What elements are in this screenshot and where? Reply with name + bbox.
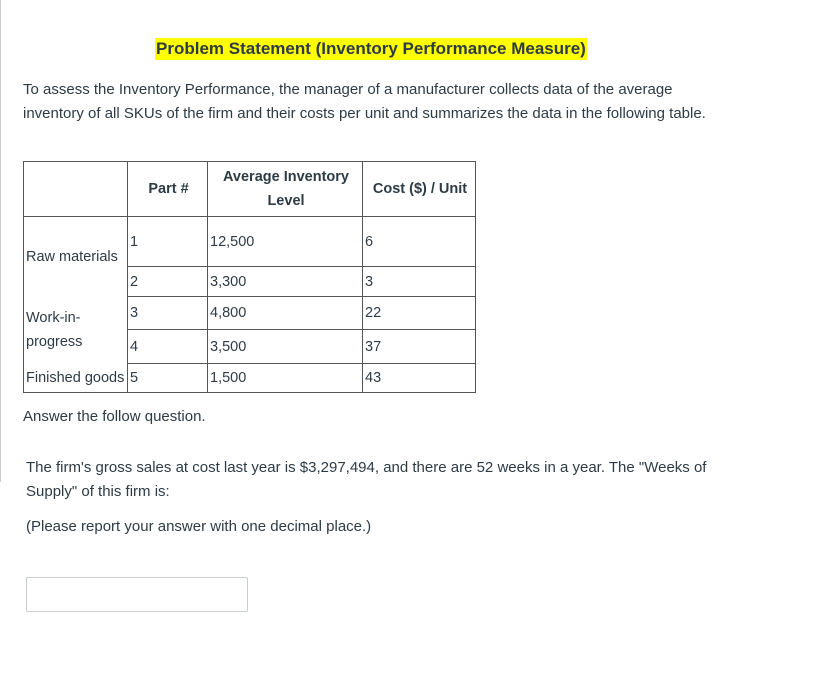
header-avg-inventory: Average Inventory Level [208, 162, 363, 217]
cell-cost: 6 [363, 217, 476, 267]
cell-avg-inventory: 4,800 [208, 297, 363, 330]
cell-part: 1 [128, 217, 208, 267]
category-finished-goods: Finished goods [24, 364, 128, 393]
table-row [24, 364, 476, 393]
left-border [0, 0, 1, 482]
instruction-text: (Please report your answer with one decimal place.) [26, 518, 372, 535]
cell-cost: 37 [363, 330, 476, 364]
page-title: Problem Statement (Inventory Performance Measure) [156, 39, 586, 58]
header-part: Part # [128, 162, 208, 217]
cell-part: 4 [128, 330, 208, 364]
intro-paragraph: To assess the Inventory Performance, the manager of a manufacturer collects data of the average inventory of all SKUs of the firm and their costs per unit and summarizes the data in the following table. [23, 81, 706, 122]
header-blank-cell [24, 162, 128, 217]
header-cost: Cost ($) / Unit [363, 162, 476, 217]
cell-avg-inventory: 3,500 [208, 330, 363, 364]
question-text: The firm's gross sales at cost last year is $3,297,494, and there are 52 weeks in a year. The "Weeks of Supply" of this firm is: [26, 459, 707, 500]
table-row [24, 217, 476, 267]
cell-part: 3 [128, 297, 208, 330]
cell-cost: 3 [363, 267, 476, 297]
table-header-row [24, 162, 476, 217]
category-raw-materials: Raw materials [24, 217, 128, 297]
cell-avg-inventory: 12,500 [208, 217, 363, 267]
category-work-in-progress [24, 297, 128, 364]
cell-avg-inventory: 3,300 [208, 267, 363, 297]
inventory-table [23, 161, 476, 393]
cell-part: 5 [128, 364, 208, 393]
answer-input[interactable] [26, 577, 248, 612]
cell-cost: 43 [363, 364, 476, 393]
table-row [24, 297, 476, 330]
cell-cost: 22 [363, 297, 476, 330]
category-label: Work-in-progress [26, 310, 83, 350]
cell-avg-inventory: 1,500 [208, 364, 363, 393]
answer-label: Answer the follow question. [23, 408, 206, 425]
cell-part: 2 [128, 267, 208, 297]
